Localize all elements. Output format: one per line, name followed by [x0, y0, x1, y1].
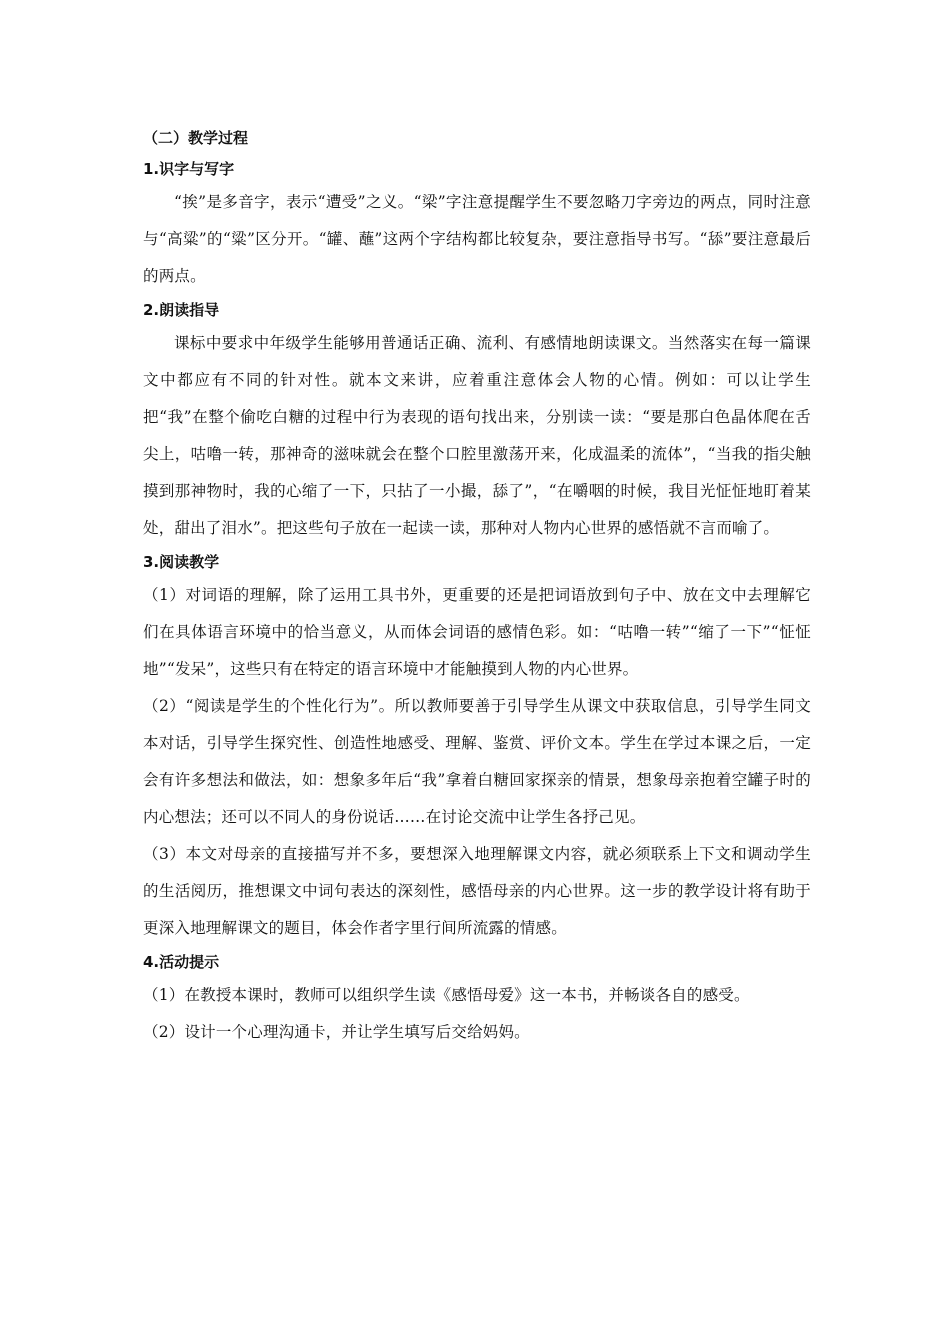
section-reading-aloud: [143, 295, 811, 547]
document-body: [143, 122, 811, 1051]
section-title-reading-aloud: 2.朗读指导: [143, 301, 220, 319]
section-reading-teaching: [143, 547, 811, 947]
list-item: （2）“阅读是学生的个性化行为”。所以教师要善于引导学生从课文中获取信息，引导学生同文本对话，引导学生探究性、创造性地感受、理解、鉴赏、评价文本。学生在学过本课之后，一定会有许多想法和做法，如：想象多年后“我”拿着白糖回家探亲的情景，想象母亲抱着空罐子时的内心想法；还可以不同人的身份说话……在讨论交流中让学生各抒己见。: [143, 697, 811, 826]
list-item: （2）设计一个心理沟通卡，并让学生填写后交给妈妈。: [143, 1023, 530, 1041]
section-activity-tips: [143, 947, 811, 1051]
list-item: （1）对词语的理解，除了运用工具书外，更重要的还是把词语放到句子中、放在文中去理解它们在具体语言环境中的恰当意义，从而体会词语的感情色彩。如：“咕噜一转”“缩了一下”“怔怔地”“发呆”，这些只有在特定的语言环境中才能触摸到人物的内心世界。: [143, 586, 811, 678]
section-literacy: [143, 154, 811, 295]
list-item: （3）本文对母亲的直接描写并不多，要想深入地理解课文内容，就必须联系上下文和调动学生的生活阅历，推想课文中词句表达的深刻性，感悟母亲的内心世界。这一步的教学设计将有助于更深入地理解课文的题目，体会作者字里行间所流露的情感。: [143, 845, 811, 937]
paragraph-reading-aloud: 课标中要求中年级学生能够用普通话正确、流利、有感情地朗读课文。当然落实在每一篇课文中都应有不同的针对性。就本文来讲，应着重注意体会人物的心情。例如：可以让学生把“我”在整个偷吃白糖的过程中行为表现的语句找出来，分别读一读：“要是那白色晶体爬在舌尖上，咕噜一转，那神奇的滋味就会在整个口腔里激荡开来，化成温柔的流体”，“当我的指尖触摸到那神物时，我的心缩了一下，只拈了一小撮，舔了”，“在嚼咽的时候，我目光怔怔地盯着某处，甜出了泪水”。把这些句子放在一起读一读，那种对人物内心世界的感悟就不言而喻了。: [143, 334, 811, 537]
section-title-reading-teaching: 3.阅读教学: [143, 553, 220, 571]
list-item: （1）在教授本课时，教师可以组织学生读《感悟母爱》这一本书，并畅谈各自的感受。: [143, 986, 750, 1004]
section-title-literacy: 1.识字与写字: [143, 160, 235, 178]
section-title-activity-tips: 4.活动提示: [143, 953, 220, 971]
paragraph-literacy: “挨”是多音字，表示“遭受”之义。“梁”字注意提醒学生不要忽略刀字旁边的两点，同时注意与“高粱”的“粱”区分开。“罐、蘸”这两个字结构都比较复杂，要注意指导书写。“舔”要注意最后的两点。: [143, 193, 811, 285]
main-heading: （二）教学过程: [143, 129, 249, 147]
